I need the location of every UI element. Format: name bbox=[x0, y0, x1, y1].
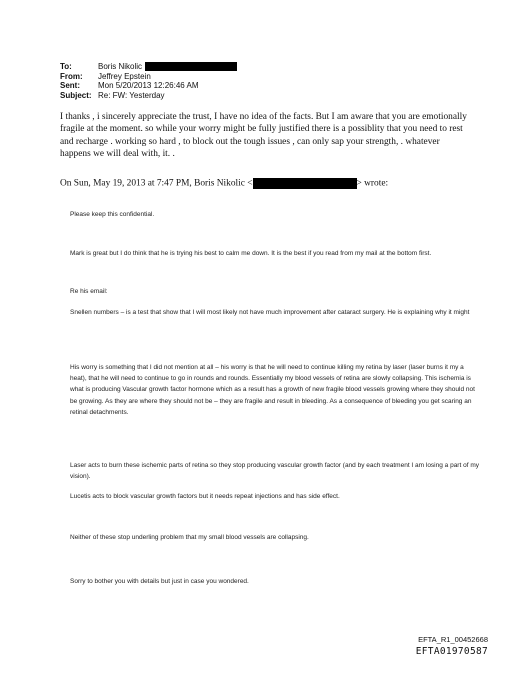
message-paragraph: Re his email: bbox=[70, 288, 108, 295]
document-id: EFTA01970587 bbox=[415, 646, 488, 657]
message-paragraph: Sorry to bother you with details but just in case you wondered. bbox=[70, 578, 249, 585]
message-paragraph: His worry is something that I did not mention at all – his worry is that he will need to continue killing my retina by laser (laser burns it my a heat), that he will need to continue to go in rounds and rounds. Essentially my blood vessels of retina are slowly collapsing. This ischemia is what is producing Vascular growth factor hormone which as a result has a growth of new fragile blood vessels growing where they should not be growing. As they are where they should not be – they are fragile and result in bleeding. As a consequence of bleeding you get scaring an retinal detachments. bbox=[70, 364, 475, 416]
subject-value: Re: FW: Yesterday bbox=[98, 90, 165, 100]
header-to-row bbox=[60, 62, 237, 72]
message-paragraph: Please keep this confidential. bbox=[70, 211, 155, 218]
sent-label: Sent: bbox=[60, 81, 80, 91]
to-value: Boris Nikolic bbox=[98, 62, 143, 71]
from-label: From: bbox=[60, 71, 83, 81]
header-sent-row bbox=[60, 81, 237, 91]
header-from-row bbox=[60, 72, 237, 82]
to-label: To: bbox=[60, 62, 72, 71]
bates-number: EFTA_R1_00452668 bbox=[418, 635, 488, 644]
subject-label: Subject: bbox=[60, 90, 92, 100]
reply-body: I thanks , i sincerely appreciate the trust, I have no idea of the facts. But I am aware that you are emotionally fragile at the moment. so while your worry might be fully justified there is a possiblity that you need to rest and recharge . working so hard , to block out the tough issues , can only sap your strength, . whatever happens we will deal with, it. . bbox=[60, 112, 467, 160]
redaction-box bbox=[145, 62, 237, 71]
from-value: Jeffrey Epstein bbox=[98, 71, 151, 81]
message-paragraph: Mark is great but I do think that he is trying his best to calm me down. It is the best if you read from my mail at the bottom first. bbox=[70, 250, 432, 257]
message-paragraph: Lucetis acts to block vascular growth factors but it needs repeat injections and has side effect. bbox=[70, 493, 340, 500]
redaction-box bbox=[253, 178, 357, 189]
header-subject-row bbox=[60, 91, 237, 101]
quote-intro bbox=[60, 178, 480, 189]
message-paragraph: Laser acts to burn these ischemic parts of retina so they stop producing vascular growth factor (and by each treatment I am losing a part of my vision). bbox=[70, 462, 479, 481]
email-header bbox=[60, 62, 237, 100]
quote-intro-prefix: On Sun, May 19, 2013 at 7:47 PM, Boris Nikolic < bbox=[60, 178, 253, 189]
message-paragraph: Snellen numbers – is a test that show that I will most likely not have much improvement after cataract surgery. He is explaining why it might bbox=[70, 309, 470, 316]
message-paragraph: Neither of these stop underling problem that my small blood vessels are collapsing. bbox=[70, 534, 309, 541]
sent-value: Mon 5/20/2013 12:26:46 AM bbox=[98, 81, 199, 91]
quote-intro-suffix: > wrote: bbox=[356, 178, 389, 189]
